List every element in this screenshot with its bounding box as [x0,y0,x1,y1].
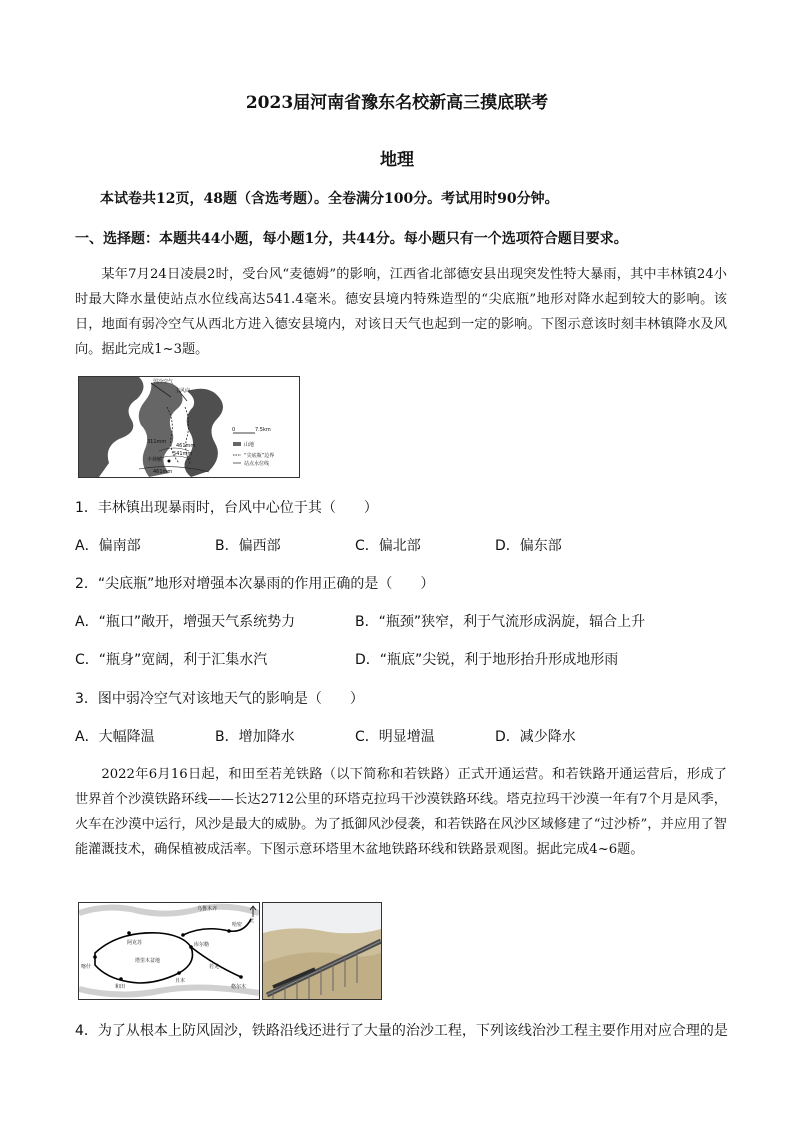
question-2-stem: 2．“尖底瓶”地形对增强本次暴雨的作用正确的是（ ） [75,576,435,592]
label-isohyet-541: 541mm [173,451,193,457]
label-town: 丰林镇 [147,457,163,463]
label-isohyet-461b: 461mm [153,469,173,475]
intro-line: 本试卷共12页，48题（含选考题）。全卷满分100分。考试用时90分钟。 [100,191,559,207]
legend-boundary: “尖底瓶”边界 [244,453,275,459]
q3-option-b: B．增加降水 [215,729,295,745]
label-hami: 哈密 [232,922,243,928]
q3-option-a: A．大幅降温 [75,729,155,745]
q2-option-d: D．“瓶底”尖锐，利于地形抬升形成地形雨 [355,652,619,668]
label-north: 北 [249,918,255,924]
passage-1: 某年7月24日凌晨2时，受台风“麦德姆”的影响，江西省北部德安县出现突发性特大暴雨，其中丰林镇24小时最大降水量使站点水位线高达541.4毫米。德安县境内特殊造型的“尖底瓶”地形对降水起到较大的影响。该日，地面有弱冷空气从西北方进入德安县境内，对该日天气也起到一定的影响。下图示意该时刻丰林镇降水及风向。据此完成1~3题。 [75,267,727,357]
label-kashgar: 喀什 [81,964,92,970]
passage-2: 2022年6月16日起，和田至若羌铁路（以下简称和若铁路）正式开通运营。和若铁路开通运营后，形成了世界首个沙漠铁路环线——长达2712公里的环塔克拉玛干沙漠铁路环线。塔克拉玛干沙漠一年有7个月是风季，火车在沙漠中运行，风沙是最大的威胁。为了抵御风沙侵袭，和若铁路在风沙区域修建了“过沙桥”，并应用了智能灌溉技术，确保植被成活率。下图示意环塔里木盆地铁路环线和铁路景观图。据此完成4~6题。 [75,767,727,857]
label-hotan: 和田 [115,984,126,990]
subject-title: 地理 [380,150,414,170]
label-isohyet-461a: 461mm [176,443,196,449]
legend-mountain: 山地 [244,442,255,448]
q2-option-b: B．“瓶颈”狭窄，利于气流形成涡旋，辐合上升 [355,614,646,630]
question-4-stem: 4．为了从根本上防风固沙，铁路沿线还进行了大量的治沙工程，下列该线治沙工程主要作用对应合理的是 [75,1023,728,1039]
q3-option-d: D．减少降水 [495,729,576,745]
label-isohyet-311: 311mm [147,439,167,445]
label-cold-air: 弱冷空气 [153,379,174,385]
label-korla: 库尔勒 [194,942,210,948]
label-scale-km: 7.5km [255,427,271,433]
label-ruoqiang: 若羌 [209,964,220,970]
label-urumqi: 乌鲁木齐 [197,906,218,912]
label-main-wind: 主风向 [175,388,191,394]
question-1-stem: 1．丰林镇出现暴雨时，台风中心位于其（ ） [75,500,378,516]
railway-photo-svg [263,903,381,999]
label-aksu: 阿克苏 [127,940,143,946]
q2-option-a: A．“瓶口”敞开，增强天气系统势力 [75,614,296,630]
label-qiemo: 且末 [175,978,186,984]
label-scale-zero: 0 [232,427,236,433]
q1-option-a: A．偏南部 [75,538,141,554]
label-golmud: 格尔木 [231,984,247,990]
exam-title: 2023届河南省豫东名校新高三摸底联考 [245,93,549,113]
q1-option-c: C．偏北部 [355,538,421,554]
question-3-stem: 3．图中弱冷空气对该地天气的影响是（ ） [75,691,364,707]
label-basin: 塔里木盆地 [135,958,161,964]
map-fenglin-rainfall [78,376,300,478]
q2-option-c: C．“瓶身”宽阔，利于汇集水汽 [75,652,268,668]
railway-landscape-photo [262,902,382,1000]
q1-option-d: D．偏东部 [495,538,562,554]
map-tarim-railway [78,902,260,1000]
q1-option-b: B．偏西部 [215,538,281,554]
q3-option-c: C．明显增温 [355,729,435,745]
section-heading: 一、选择题：本题共44小题，每小题1分，共44分。每小题只有一个选项符合题目要求。 [75,231,628,247]
legend-isohyet: 站点水位线 [244,461,270,467]
